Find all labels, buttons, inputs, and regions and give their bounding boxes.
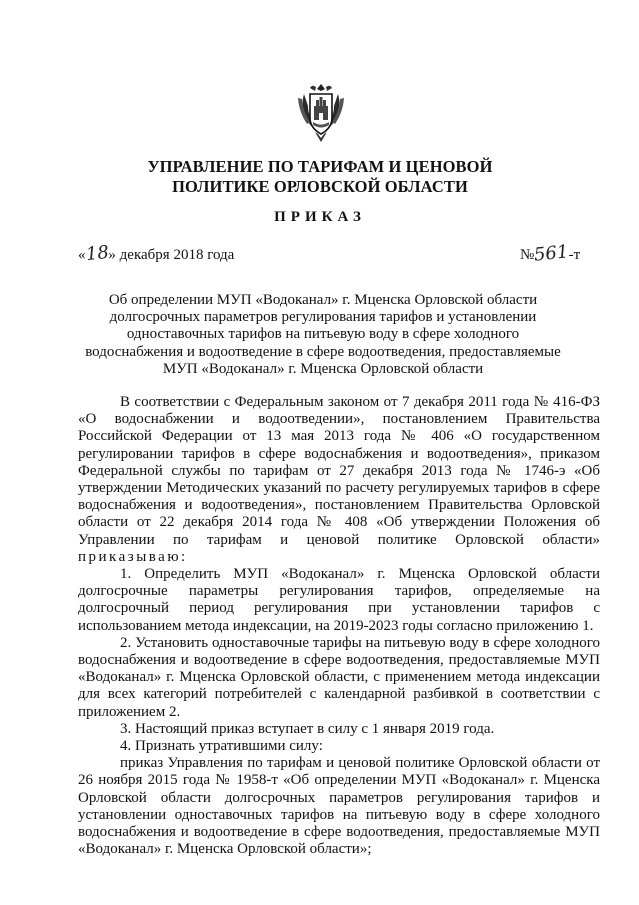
coat-of-arms-icon (296, 82, 346, 144)
preamble-text: В соответствии с Федеральным законом от 7 декабря 2011 года № 416-ФЗ «О водоснабжении и водоотведении», постановлением Правительства Российской Федерации от 13 мая 2013 года № 406 «О государственном регулировании тарифов в сфере водоснабжения и водоотведения», приказом Федеральной службы по тарифам от 27 декабря 2013 года № 1746-э «Об утверждении Методических указаний по расчету регулируемых тарифов в сфере водоснабжения и водоотведения», постановлением Правительства Орловской области от 22 декабря 2014 года № 408 «Об утверждении Положения об Управлении по тарифам и ценовой политике Орловской области» (78, 394, 600, 548)
order-subject: Об определении МУП «Водоканал» г. Мценска Орловской области долгосрочных параметров регулирования тарифов и установлении одноставочных тарифов на питьевую воду в сфере холодного водоснабжения и водоотведение в сфере водоотведения, предоставляемые МУП «Водоканал» г. Мценска Орловской области (85, 292, 561, 377)
order-title: ПРИКАЗ (274, 209, 366, 225)
handwritten-day: 18 (84, 241, 110, 266)
date-open-quote: « (78, 247, 86, 263)
item-paragraph-1: 1. Определить МУП «Водоканал» г. Мценска Орловской области долгосрочные параметры регулирования тарифов, определяемые на долгосрочный период регулирования при установлении тарифов с использованием метода индексации, на 2019-2023 годы согласно приложению 1. (78, 566, 600, 634)
repealed-order-paragraph: приказ Управления по тарифам и ценовой политике Орловской области от 26 ноября 2015 года № 1958-т «Об определении МУП «Водоканал» г. Мценска Орловской области долгосрочных параметров регулирования тарифов и установлении одноставочных тарифов на питьевую воду в сфере холодного водоснабжения и водоотведение в сфере водоотведения, предоставляемые МУП «Водоканал» г. Мценска Орловской области»; (78, 755, 600, 858)
order-word: приказываю: (78, 548, 188, 565)
handwritten-number: 561 (533, 241, 570, 266)
item-paragraph-2: 2. Установить одноставочные тарифы на питьевую воду в сфере холодного водоснабжения и водоотведение в сфере водоотведения, предоставляемые МУП «Водоканал» г. Мценска Орловской области, с применением метода индексации для всех категорий потребителей с календарной разбивкой в соответствии с приложением 2. (78, 634, 600, 720)
order-date (78, 243, 234, 264)
item-paragraph-4: 4. Признать утратившими силу: (120, 738, 323, 755)
date-close-quote: » (108, 247, 116, 263)
organization-name: УПРАВЛЕНИЕ ПО ТАРИФАМ И ЦЕНОВОЙ ПОЛИТИКЕ ОРЛОВСКОЙ ОБЛАСТИ (147, 157, 493, 196)
date-rest: декабря 2018 года (115, 247, 235, 263)
number-suffix: -т (568, 247, 581, 263)
order-number (520, 243, 580, 264)
preamble-paragraph (78, 394, 600, 566)
order-body (78, 394, 600, 858)
number-prefix: № (520, 247, 535, 263)
item-paragraph-3: 3. Настоящий приказ вступает в силу с 1 января 2019 года. (120, 720, 495, 737)
